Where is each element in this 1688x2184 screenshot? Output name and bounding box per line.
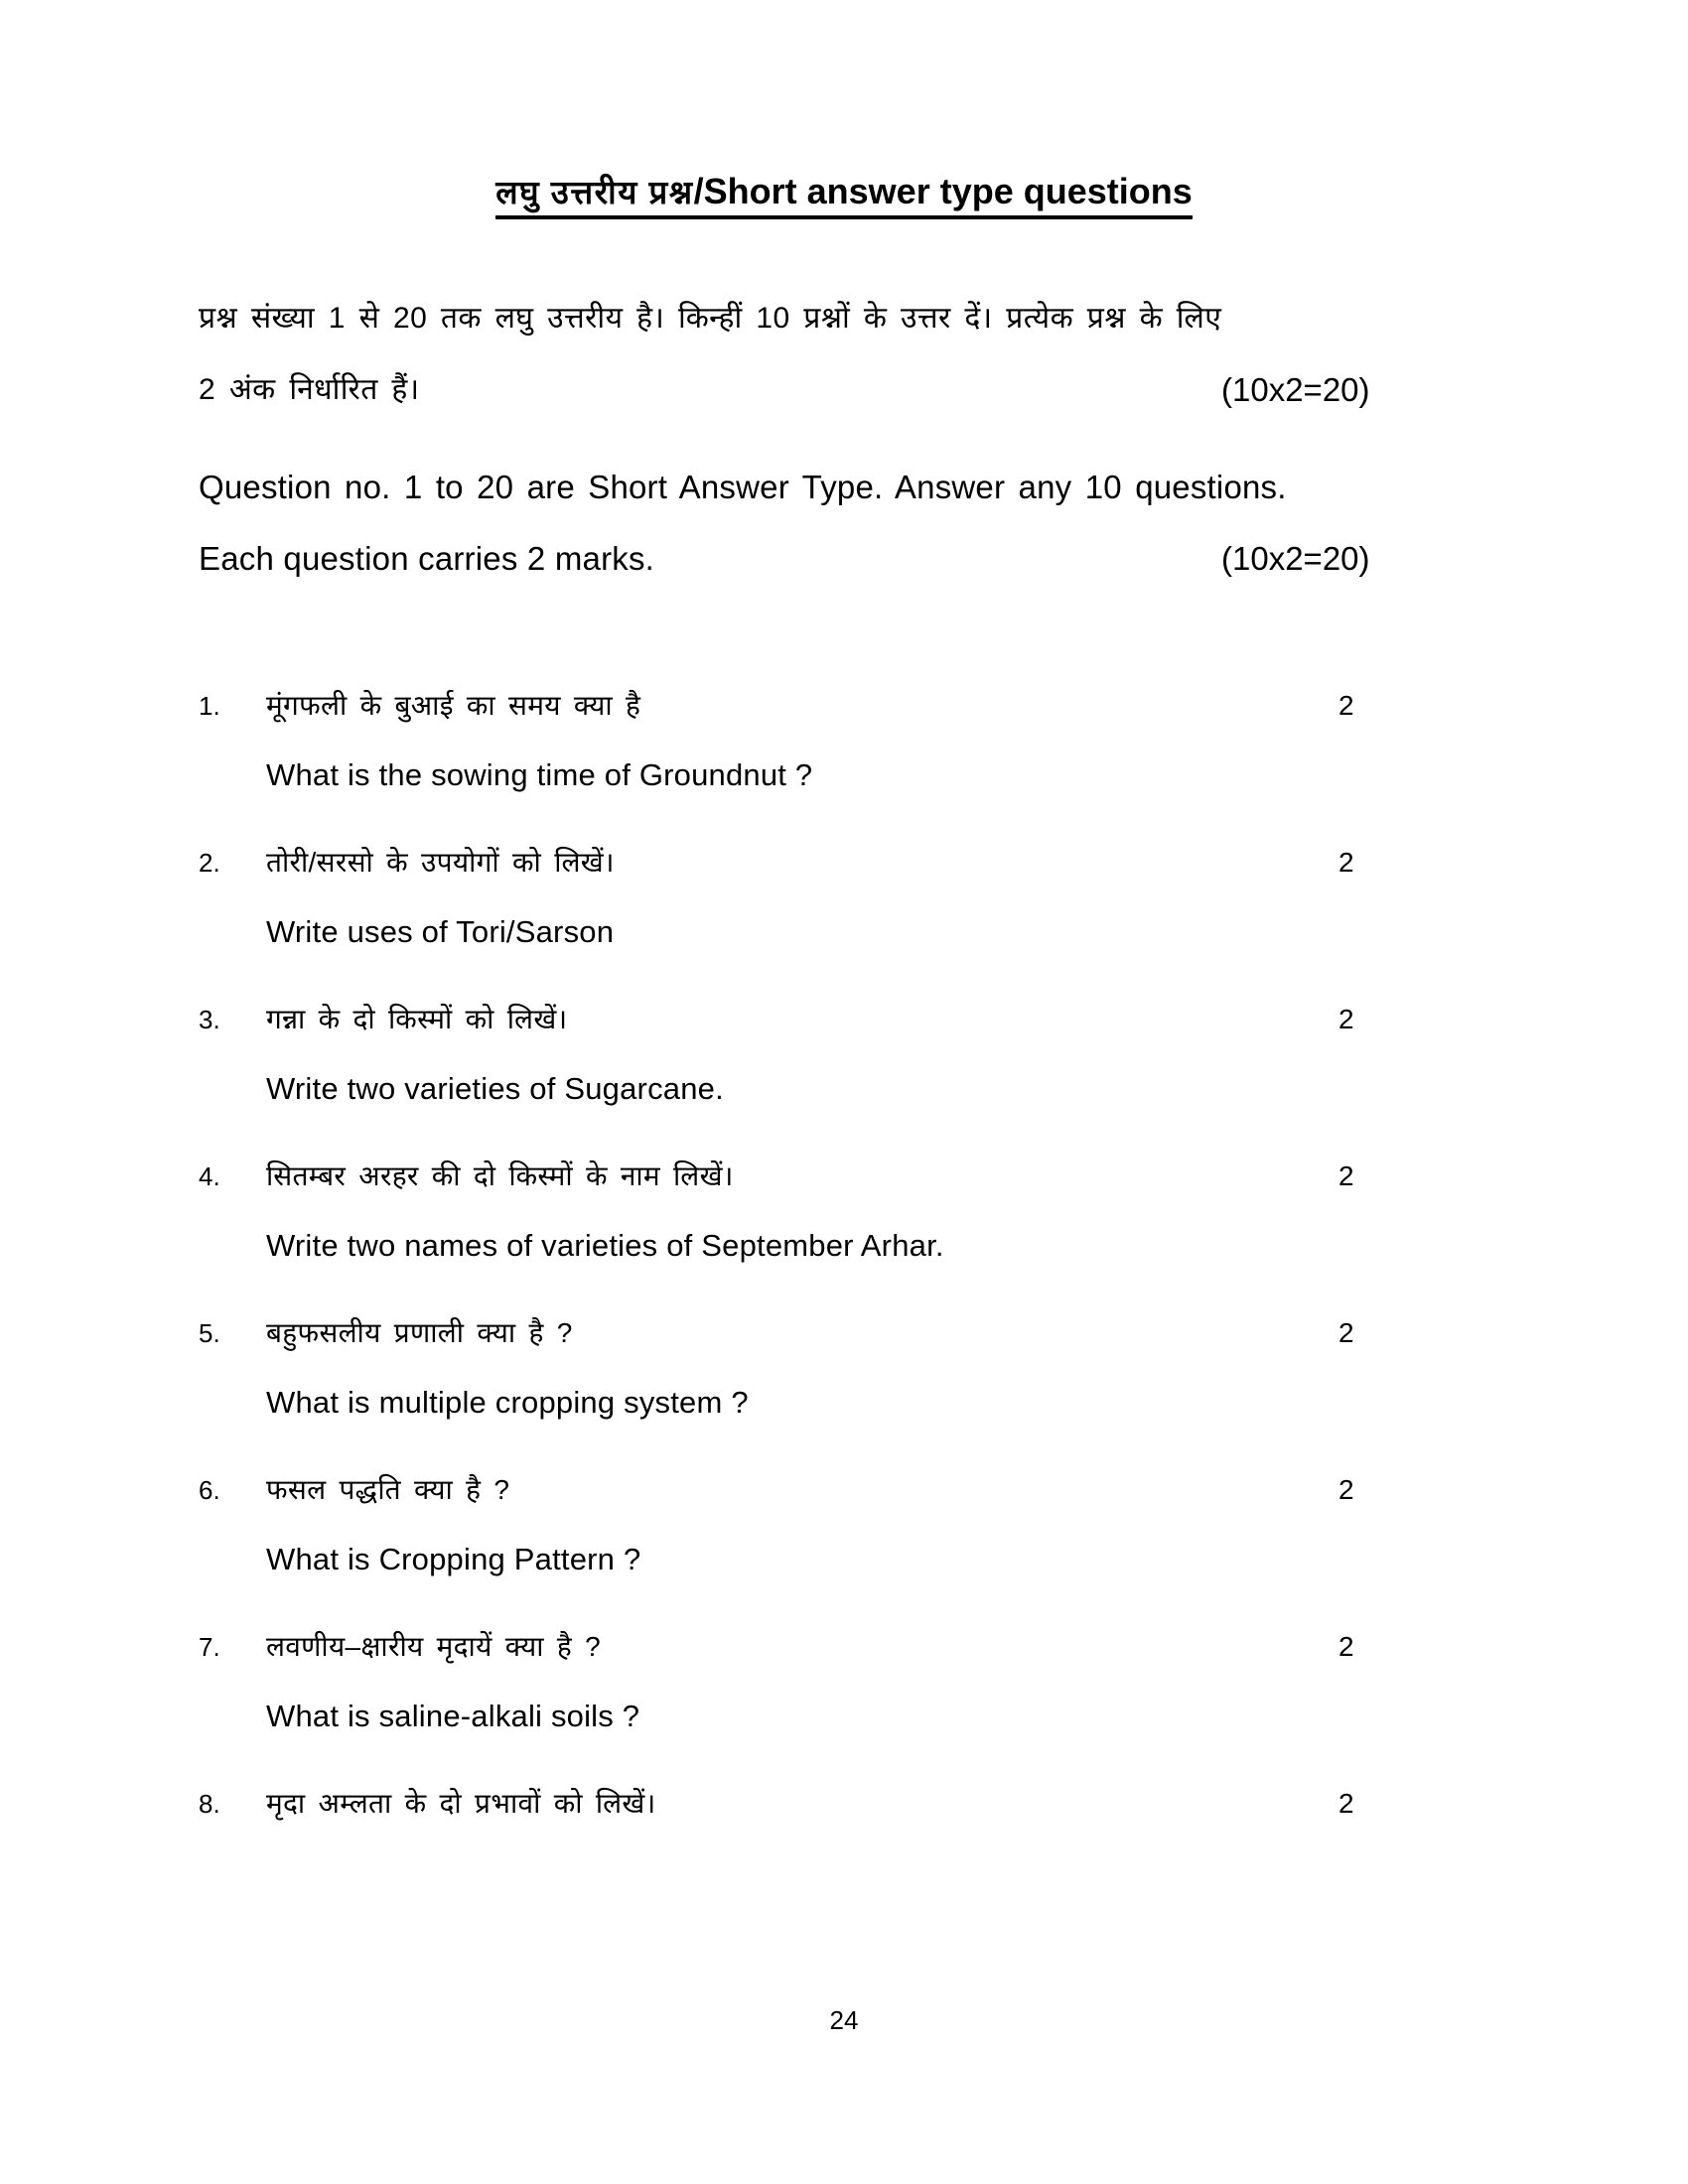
page-title-hindi: लघु उत्तरीय प्रश्न: [495, 174, 694, 210]
question-text-hindi: मूंगफली के बुआई का समय क्या है: [266, 690, 641, 721]
question-item: [199, 1773, 1489, 1835]
question-marks: 2: [1338, 1317, 1354, 1348]
question-number: 1.: [199, 691, 220, 721]
question-row-english: [199, 737, 1489, 814]
instructions-hindi-text-1: प्रश्न संख्या 1 से 20 तक लघु उत्तरीय है। किन्हीं 10 प्रश्नों के उत्तर दें। प्रत्येक प्रश्न के लिए: [199, 302, 1222, 335]
page-title-english: /Short answer type questions: [693, 171, 1193, 211]
question-row-hindi: [199, 832, 1489, 893]
question-row-english: [199, 1050, 1489, 1128]
question-row-hindi: [199, 1459, 1489, 1521]
question-text-english: What is Cropping Pattern ?: [266, 1542, 641, 1576]
instructions-hindi-marks: (10x2=20): [1221, 371, 1370, 408]
page-number: 24: [829, 2005, 859, 2035]
question-row-hindi: [199, 1773, 1489, 1835]
instructions-english-marks: (10x2=20): [1221, 540, 1370, 577]
instructions-block: [199, 283, 1489, 620]
question-text-hindi: गन्ना के दो किस्मों को लिखें।: [266, 1004, 568, 1034]
question-row-hindi: [199, 989, 1489, 1050]
question-marks: 2: [1338, 1004, 1354, 1034]
question-item: [199, 1302, 1489, 1441]
question-number: 2.: [199, 848, 220, 878]
question-row-hindi: [199, 1146, 1489, 1207]
question-row-english: [199, 1521, 1489, 1598]
instructions-english: [199, 452, 1489, 595]
question-number: 3.: [199, 1005, 220, 1034]
question-row-english: [199, 1678, 1489, 1755]
question-item: [199, 832, 1489, 971]
question-text-english: What is multiple cropping system ?: [266, 1385, 749, 1420]
question-number: 7.: [199, 1632, 220, 1662]
instructions-hindi-line-1: [199, 283, 1489, 354]
question-text-hindi: लवणीय–क्षारीय मृदायें क्या है ?: [266, 1631, 601, 1662]
question-text-hindi: सितम्बर अरहर की दो किस्मों के नाम लिखें।: [266, 1160, 734, 1191]
question-row-english: [199, 1207, 1489, 1285]
question-marks: 2: [1338, 1474, 1354, 1505]
question-marks: 2: [1338, 1160, 1354, 1191]
question-text-english: Write two names of varieties of September Arhar.: [266, 1228, 944, 1263]
question-number: 6.: [199, 1475, 220, 1505]
page-title: [0, 169, 1688, 219]
question-row-hindi: [199, 675, 1489, 737]
question-text-english: Write uses of Tori/Sarson: [266, 914, 615, 949]
instructions-english-text-2: Each question carries 2 marks.: [199, 540, 655, 577]
question-text-english: Write two varieties of Sugarcane.: [266, 1071, 724, 1106]
instructions-hindi-text-2: 2 अंक निर्धारित हैं।: [199, 373, 420, 406]
question-text-english: What is the sowing time of Groundnut ?: [266, 757, 813, 792]
question-row-english: [199, 893, 1489, 971]
question-item: [199, 675, 1489, 814]
question-text-hindi: मृदा अम्लता के दो प्रभावों को लिखें।: [266, 1788, 656, 1819]
question-number: 4.: [199, 1161, 220, 1191]
page-footer: [0, 2005, 1688, 2036]
question-marks: 2: [1338, 1788, 1354, 1819]
instructions-hindi-line-2: [199, 354, 1489, 426]
question-row-hindi: [199, 1616, 1489, 1678]
question-item: [199, 1146, 1489, 1285]
question-marks: 2: [1338, 690, 1354, 721]
question-item: [199, 1459, 1489, 1598]
question-text-english: What is saline-alkali soils ?: [266, 1699, 640, 1733]
question-row-hindi: [199, 1302, 1489, 1364]
question-number: 8.: [199, 1789, 220, 1819]
question-marks: 2: [1338, 847, 1354, 878]
question-list: [199, 675, 1489, 1852]
question-text-hindi: बहुफसलीय प्रणाली क्या है ?: [266, 1317, 573, 1348]
question-text-hindi: फसल पद्धति क्या है ?: [266, 1474, 510, 1505]
question-item: [199, 989, 1489, 1128]
question-marks: 2: [1338, 1631, 1354, 1662]
question-item: [199, 1616, 1489, 1755]
instructions-english-line-1: [199, 452, 1489, 523]
question-row-english: [199, 1364, 1489, 1441]
instructions-english-text-1: Question no. 1 to 20 are Short Answer Type. Answer any 10 questions.: [199, 469, 1287, 505]
page-title-underlined: [495, 169, 1193, 219]
question-number: 5.: [199, 1318, 220, 1348]
instructions-english-line-2: [199, 523, 1489, 595]
question-text-hindi: तोरी/सरसो के उपयोगों को लिखें।: [266, 847, 615, 878]
instructions-hindi: [199, 283, 1489, 426]
